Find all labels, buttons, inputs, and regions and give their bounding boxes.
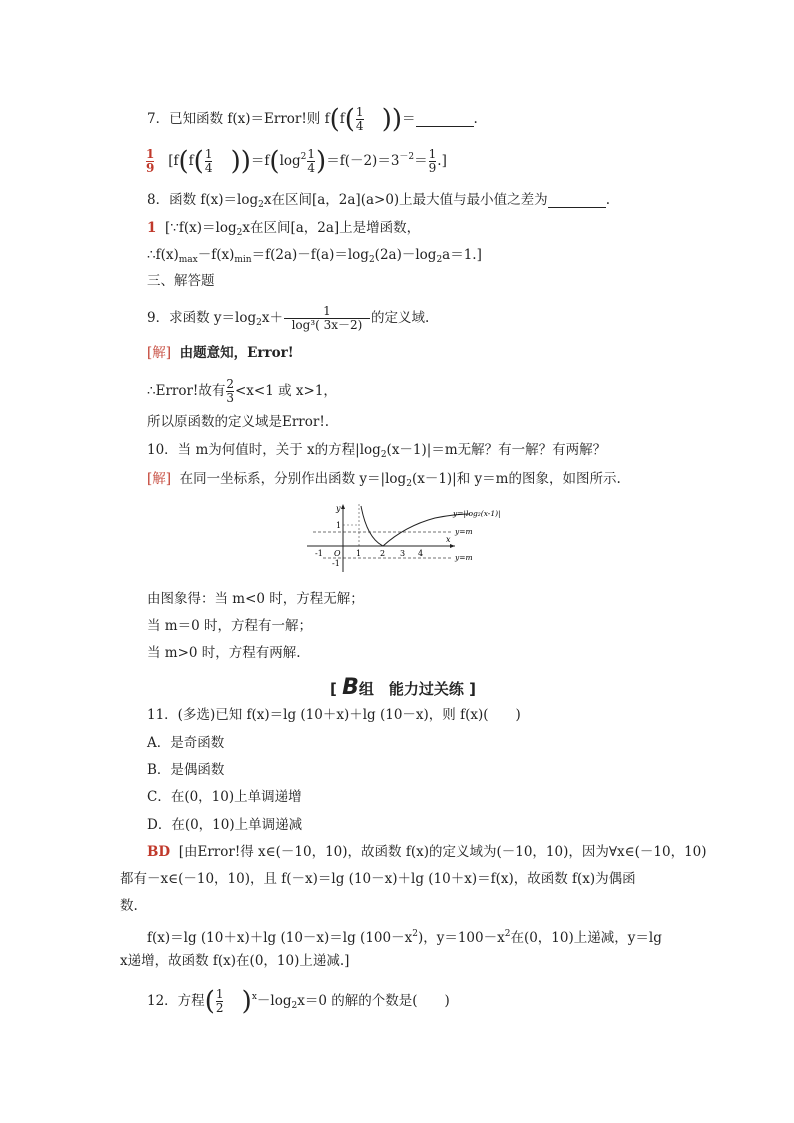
answer-11-line5: x递增，故函数 f(x)在(0，10)上递减.] [120,953,350,969]
line-pos-label: y=m [455,527,473,536]
origin-label: O [334,549,341,558]
answer-11-line4: f(x)＝lg (10＋x)＋lg (10－x)＝lg $(100-x^2)$，$y=100-x^2$在(0，10)上递减，y＝lg [147,929,662,946]
option-c: C．在(0，10)上单调递增 [147,789,302,805]
answer-11-line2: 都有－x∈(－10，10)，且 f(－x)＝lg (10－x)＋lg (10＋x)＝f(x)，故函数 f(x)为偶函 [120,871,636,887]
paren: ( [329,104,340,135]
answer-11-line1: BD [由Error!得 x∈(－10，10)，故函数 f(x)的定义域为(－10，10)，因为∀x∈(－10，10) [147,844,707,860]
answer-10-line3: 当 m＝0 时，方程有一解； [147,618,312,634]
fraction-one-quarter: $\frac{1}{4}$ [355,105,364,133]
answer-8-line2: $\therefore f(x)_{max}-f(x)_{min}=f(2a)-f(a)=\log_2(2a)-\log_2a=1$.] [147,247,482,265]
answer-value: $\frac{1}{9}$ [146,147,155,175]
line-neg-label: y=m [455,553,473,562]
answer-value: 1 [147,220,157,236]
group-b-header: [ B组 能力过关练 ] [330,675,476,700]
answer-10-line2: 由图象得：当 m<0 时，方程无解； [147,591,364,607]
question-11: 11．(多选)已知 f(x)＝lg (10＋x)＋lg (10－x)，则 f(x)( ) [147,707,521,723]
y-axis-label: y [336,504,341,513]
answer-10-line4: 当 m>0 时，方程有两解. [147,645,301,661]
x-tick-neg1: -1 [315,549,323,558]
x-tick-1: 1 [356,549,362,558]
answer-9-line2: ∴Error!故有 $\frac{2}{3}$ <x<1 或 x>1， [147,377,337,405]
y-tick-neg1: -1 [332,559,340,568]
question-9: 9．求函数 $y=\log_2x+$ $\frac{1}{\text{log³( 3x－2)}}$ 的定义域. [147,304,430,332]
question-7: 7．已知函数 f(x)＝Error!则 f(f( $\frac{1}{4}$ ))＝ . [147,104,478,135]
x-tick-2: 2 [380,549,386,558]
answer-10-line1: [解] 在同一坐标系，分别作出函数 $y=|\log_2(x-1)|$和 y＝m的图象，如图所示. [147,471,621,489]
option-d: D．在(0，10)上单调递减 [147,817,303,833]
section-heading: 三、解答题 [147,273,215,289]
solution-tag: [解] [147,471,172,487]
answer-value: BD [147,844,171,860]
curve-label: y=|log₂(x-1)| [453,509,501,518]
question-8: 8．函数 $f(x)=\log_2x$在区间[a，2a](a>0)上最大值与最小值之差为 . [147,192,610,210]
x-tick-4: 4 [418,549,424,558]
question-10: 10．当 m为何值时，关于 x的方程$|\log_2(x-1)|=m$无解？有一解？有两解？ [147,442,607,460]
answer-9-line3: 所以原函数的定义域是Error!. [147,414,330,430]
answer-9-line1: [解] 由题意知，Error! [147,345,294,361]
answer-blank [548,193,606,208]
option-b: B．是偶函数 [147,762,225,778]
question-12: 12．方程( $\frac{1}{2}$ )$^x-\log_2x=0$ 的解的个数是( ) [147,986,450,1017]
function-graph [305,500,525,580]
answer-11-line3: 数. [120,898,138,914]
x-axis-label: x [446,535,451,544]
option-a: A．是奇函数 [147,735,225,751]
y-tick-1: 1 [336,521,342,530]
x-tick-3: 3 [400,549,406,558]
answer-7: $\frac{1}{9}$ [f(f( $\frac{1}{4}$ ))$=f(\log^2$ $\frac{1}{4}$ )$=f(-2)=3^{-2}=$ $\frac{1}{9}$ .] [146,146,447,177]
answer-blank [416,112,474,127]
answer-8-line1: 1 [$\because f(x)=\log_2x$在区间[a，2a]上是增函数， [147,220,421,238]
solution-tag: [解] [147,345,172,361]
group-letter: B [342,675,359,700]
